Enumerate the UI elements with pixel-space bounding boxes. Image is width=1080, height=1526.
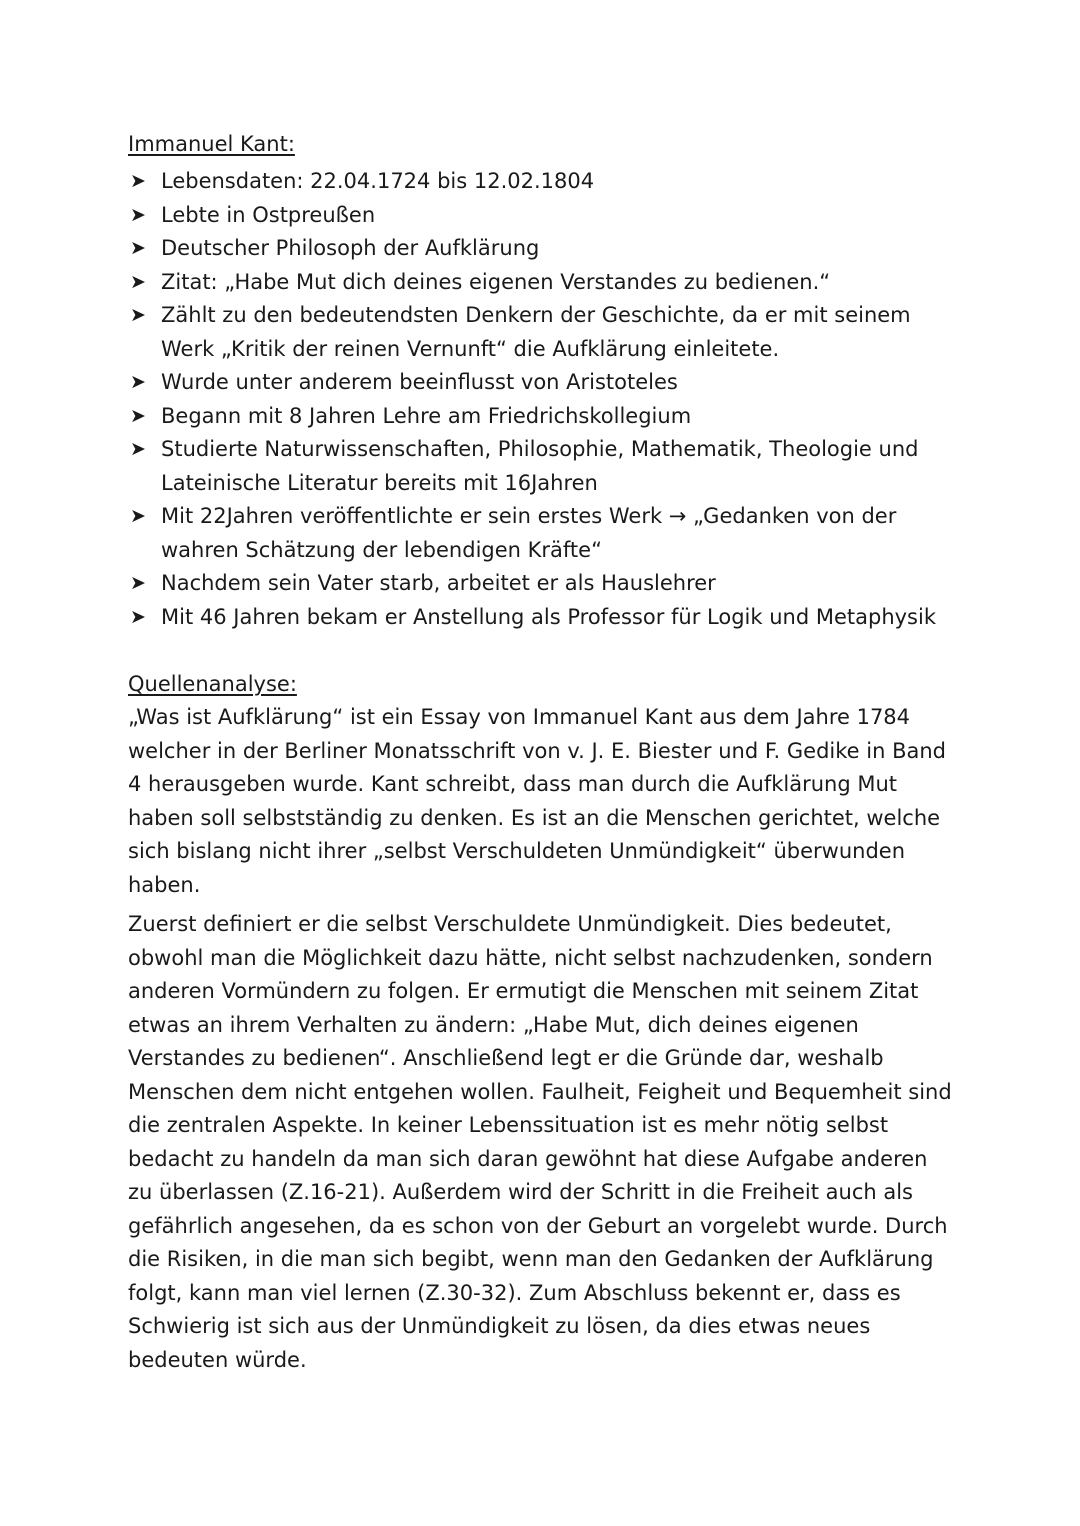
bullet-item	[128, 433, 958, 500]
bullet-text: Lebte in Ostpreußen	[161, 202, 376, 227]
bullet-text: Wurde unter anderem beeinflusst von Aristoteles	[161, 370, 678, 394]
bullet-text: Zählt zu den bedeutendsten Denkern der Geschichte, da er mit seinem Werk „Kritik der reinen Vernunft“ die Aufklärung einleitete.	[161, 303, 911, 361]
arrowhead-bullet-icon: ➤	[130, 203, 146, 226]
bullet-item	[128, 500, 958, 567]
bullet-item	[128, 400, 958, 434]
analysis-paragraph: Zuerst definiert er die selbst Verschuldete Unmündigkeit. Dies bedeutet, obwohl man die Möglichkeit dazu hätte, nicht selbst nachzudenken, sondern anderen Vormündern zu folgen. Er ermutigt die Menschen mit seinem Zitat etwas an ihrem Verhalten zu ändern: „Habe Mut, dich deines eigenen Verstandes zu bedienen“. Anschließend legt er die Gründe dar, weshalb Menschen dem nicht entgehen wollen. Faulheit, Feigheit und Bequemheit sind die zentralen Aspekte. In keiner Lebenssituation ist es mehr nötig selbst bedacht zu handeln da man sich daran gewöhnt hat diese Aufgabe anderen zu überlassen (Z.16-21). Außerdem wird der Schritt in die Freiheit auch als gefährlich angesehen, da es schon von der Geburt an vorgelebt wurde. Durch die Risiken, in die man sich begibt, wenn man den Gedanken der Aufklärung folgt, kann man viel lernen (Z.30-32). Zum Abschluss bekennt er, dass es Schwierig ist sich aus der Unmündigkeit zu lösen, da dies etwas neues bedeuten würde.	[128, 912, 952, 1372]
bullet-text: Mit 22Jahren veröffentlichte er sein erstes Werk → „Gedanken von der wahren Schätzung der lebendigen Kräfte“	[161, 504, 897, 562]
arrowhead-bullet-icon: ➤	[130, 170, 146, 192]
bullet-item	[128, 165, 958, 199]
arrowhead-bullet-icon: ➤	[130, 404, 146, 427]
analysis-paragraph: „Was ist Aufklärung“ ist ein Essay von Immanuel Kant aus dem Jahre 1784 welcher in der Berliner Monatsschrift von v. J. E. Biester und F. Gedike in Band 4 herausgeben wurde. Kant schreibt, dass man durch die Aufklärung Mut haben soll selbstständig zu denken. Es ist an die Menschen gerichtet, welche sich bislang nicht ihrer „selbst Verschuldeten Unmündigkeit“ überwunden haben.	[128, 705, 946, 897]
arrowhead-bullet-icon: ➤	[130, 605, 146, 628]
bullet-text: Begann mit 8 Jahren Lehre am Friedrichskollegium	[161, 403, 692, 428]
section-heading-kant: Immanuel Kant:	[128, 132, 295, 156]
bullet-text: Lebensdaten: 22.04.1724 bis 12.02.1804	[161, 169, 595, 193]
bullet-text: Deutscher Philosoph der Aufklärung	[161, 236, 540, 260]
bullet-item	[128, 601, 958, 635]
arrowhead-bullet-icon: ➤	[130, 572, 146, 594]
bullet-item	[128, 232, 958, 266]
bullet-item	[128, 266, 958, 300]
bullet-text: Mit 46 Jahren bekam er Anstellung als Professor für Logik und Metaphysik	[161, 604, 936, 629]
arrowhead-bullet-icon: ➤	[130, 270, 146, 293]
bullet-item	[128, 366, 958, 400]
bullet-item	[128, 199, 958, 233]
bullet-text: Nachdem sein Vater starb, arbeitet er als Hauslehrer	[161, 571, 716, 595]
document-page	[128, 128, 958, 1383]
bullet-text: Studierte Naturwissenschaften, Philosophie, Mathematik, Theologie und Lateinische Literatur bereits mit 16Jahren	[161, 437, 919, 495]
arrowhead-bullet-icon: ➤	[130, 505, 146, 527]
bullet-item	[128, 299, 958, 366]
section-spacer	[128, 634, 958, 668]
biography-bullet-list	[128, 165, 958, 634]
section-heading-quellenanalyse: Quellenanalyse:	[128, 672, 297, 696]
arrowhead-bullet-icon: ➤	[130, 304, 146, 326]
analysis-body	[128, 701, 958, 1377]
bullet-text: Zitat: „Habe Mut dich deines eigenen Verstandes zu bedienen.“	[161, 269, 831, 294]
arrowhead-bullet-icon: ➤	[130, 371, 146, 393]
arrowhead-bullet-icon: ➤	[130, 438, 146, 460]
arrowhead-bullet-icon: ➤	[130, 237, 146, 259]
bullet-item	[128, 567, 958, 601]
